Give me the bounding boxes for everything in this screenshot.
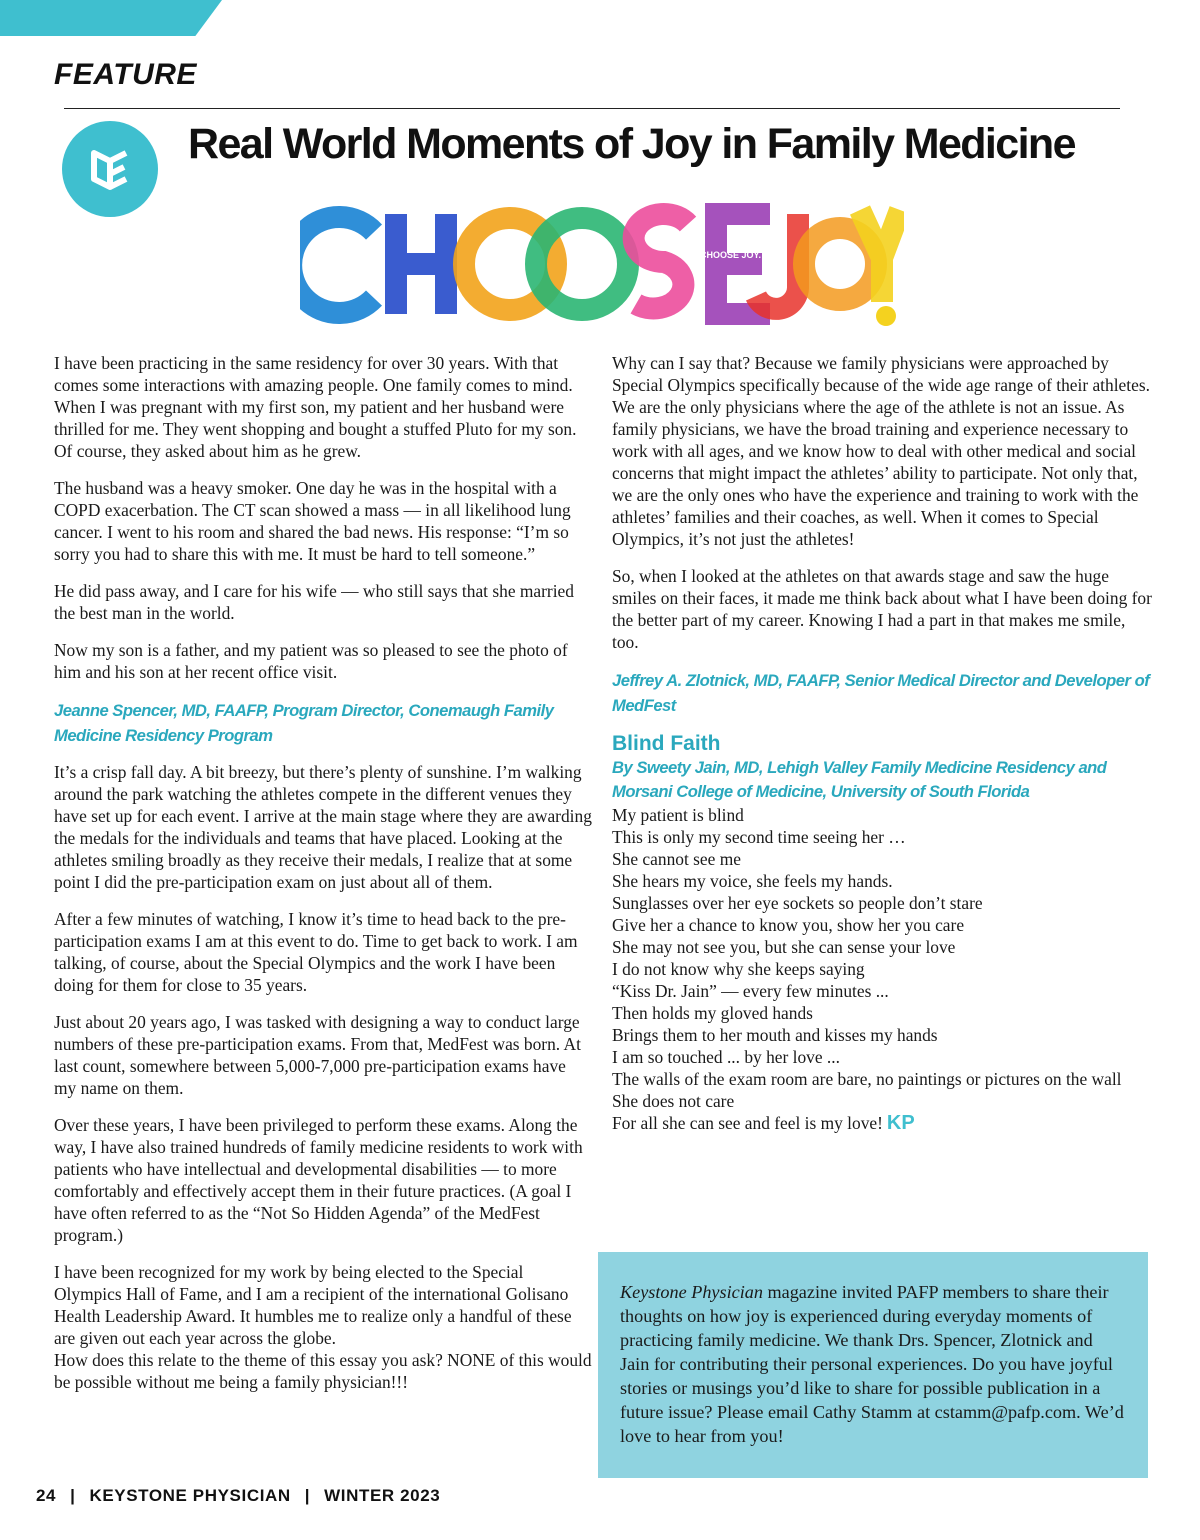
paragraph: Just about 20 years ago, I was tasked with designing a way to conduct large numbers of these pre-participation exams. From that, MedFest was born. At last count, somewhere between 5,000-7,000 pre-participation exams have my name on them. — [54, 1012, 581, 1098]
paragraph: Now my son is a father, and my patient was so pleased to see the photo of him and his son at her recent office visit. — [54, 640, 568, 682]
paragraph: The husband was a heavy smoker. One day he was in the hospital with a COPD exacerbation. The CT scan showed a mass — in all likelihood lung cancer. I went to his room and shared the bad news. His response: “I’m so sorry you had to share this with me. It must be hard to tell someone.” — [54, 478, 571, 564]
right-column — [612, 352, 1152, 1134]
paragraph: It’s a crisp fall day. A bit breezy, but there’s plenty of sunshine. I’m walking around the park watching the athletes compete in the different venues they have set up for each event. I arrive at the main stage where they are awarding the medals for the individuals and teams that have placed. Looking at the athletes smiling broadly as they receive their medals, I realize that at some point I did the pre-participation exam on just about all of them. — [54, 762, 592, 892]
poem-line: She cannot see me — [612, 849, 741, 869]
paragraph: I have been recognized for my work by being elected to the Special Olympics Hall of Fame, and I am a recipient of the international Golisano Health Leadership Award. It humbles me to realize only a handful of these are given out each year across the globe. — [54, 1262, 572, 1348]
paragraph: After a few minutes of watching, I know it’s time to head back to the pre-participation exams I am at this event to do. Time to get back to work. I am talking, of course, about the Special Olympics and the work I have been doing for them for close to 35 years. — [54, 909, 578, 995]
letter-j-mark — [756, 214, 798, 309]
corner-accent-tab — [0, 0, 222, 36]
kp-end-mark: KP — [886, 1112, 915, 1134]
poem-line: Then holds my gloved hands — [612, 1003, 813, 1023]
paragraph: Why can I say that? Because we family physicians were approached by Special Olympics specifically because of the wide age range of their athletes. We are the only physicians where the age of the athlete is not an issue. As family physicians, we have the broad training and experience necessary to work with all ages, and we know how to deal with other medical and social concerns that might impact the athletes’ ability to participate. Not only that, we are the only ones who have the experience and training to work with the athletes’ families and their coaches, as well. When it comes to Special Olympics, it’s not just the athletes! — [612, 353, 1150, 549]
page-number: 24 — [36, 1486, 57, 1505]
paragraph: How does this relate to the theme of this essay you ask? NONE of this would be possible without me being a family physician!!! — [54, 1350, 592, 1392]
author-signature-zlotnick: Jeffrey A. Zlotnick, MD, FAAFP, Senior Medical Director and Developer of MedFest — [612, 671, 1150, 715]
letter-s-mark — [634, 214, 688, 308]
page-footer — [36, 1486, 440, 1506]
callout-publication: Keystone Physician — [620, 1282, 763, 1302]
paragraph: Over these years, I have been privileged to perform these exams. Along the way, I have also trained hundreds of family medicine residents to work with patients who have intellectual and developmental disabilities — to more comfortably and effectively accept them in their future practices. (A goal I have often referred to as the “Not So Hidden Agenda” of the MedFest program.) — [54, 1115, 583, 1245]
letter-h-mark — [396, 214, 446, 314]
period-dot — [876, 306, 896, 326]
poem-byline: By Sweety Jain, MD, Lehigh Valley Family Medicine Residency and Morsani College of Medicine, University of South Florida — [612, 758, 1107, 801]
keystone-logo-mark — [80, 139, 140, 199]
poem-line: The walls of the exam room are bare, no paintings or pictures on the wall — [612, 1069, 1122, 1089]
poem-line: She hears my voice, she feels my hands. — [612, 871, 893, 891]
poem-body — [612, 804, 1152, 1134]
choose-joy-illustration — [300, 192, 904, 332]
footer-separator: | — [304, 1486, 311, 1505]
poem-line: Sunglasses over her eye sockets so people don’t stare — [612, 893, 983, 913]
callout-text: magazine invited PAFP members to share their thoughts on how joy is experienced during everyday moments of practicing family medicine. We thank Drs. Spencer, Zlotnick and Jain for contributing their personal experiences. Do you have joyful stories or musings you’d like to share for possible publication in a future issue? Please email Cathy Stamm at cstamm@pafp.com. We’d love to hear from you! — [620, 1282, 1124, 1446]
poem-line: This is only my second time seeing her … — [612, 827, 906, 847]
poem-line: Brings them to her mouth and kisses my hands — [612, 1025, 938, 1045]
poem-title: Blind Faith — [612, 732, 721, 755]
paragraph: So, when I looked at the athletes on that awards stage and saw the huge smiles on their faces, it made me think back about what I have been doing for the better part of my career. Knowing I had a part in that makes me smile, too. — [612, 566, 1152, 652]
author-signature-spencer: Jeanne Spencer, MD, FAAFP, Program Director, Conemaugh Family Medicine Residency Program — [54, 701, 554, 745]
poem-line: I do not know why she keeps saying — [612, 959, 865, 979]
poem-line: “Kiss Dr. Jain” — every few minutes ... — [612, 981, 889, 1001]
keystone-logo-icon — [62, 121, 158, 217]
footer-publication: KEYSTONE PHYSICIAN — [89, 1486, 291, 1505]
page-title: Real World Moments of Joy in Family Medicine — [188, 120, 1075, 168]
poem-line: I am so touched ... by her love ... — [612, 1047, 840, 1067]
left-column — [54, 352, 592, 1408]
poem-line: She does not care — [612, 1091, 735, 1111]
poem-line: She may not see you, but she can sense your love — [612, 937, 956, 957]
choose-joy-small-label: CHOOSE JOY. — [700, 250, 762, 260]
poem-line: Give her a chance to know you, show her you care — [612, 915, 965, 935]
poem-last-line — [612, 1112, 1152, 1134]
header-divider — [64, 108, 1120, 109]
footer-separator: | — [70, 1486, 76, 1505]
section-label: FEATURE — [54, 58, 197, 91]
paragraph: He did pass away, and I care for his wife — who still says that she married the best man in the world. — [54, 581, 574, 623]
letter-c-mark — [300, 217, 374, 313]
callout-box — [598, 1252, 1148, 1478]
poem-last-line-text: For all she can see and feel is my love! — [612, 1113, 883, 1133]
paragraph: I have been practicing in the same residency for over 30 years. With that comes some interactions with amazing people. One family comes to mind. When I was pregnant with my first son, my patient and her husband were thrilled for me. They went shopping and bought a stuffed Pluto for my son. Of course, they asked about him as he grew. — [54, 353, 577, 461]
footer-issue: WINTER 2023 — [324, 1486, 441, 1505]
poem-line: My patient is blind — [612, 805, 744, 825]
